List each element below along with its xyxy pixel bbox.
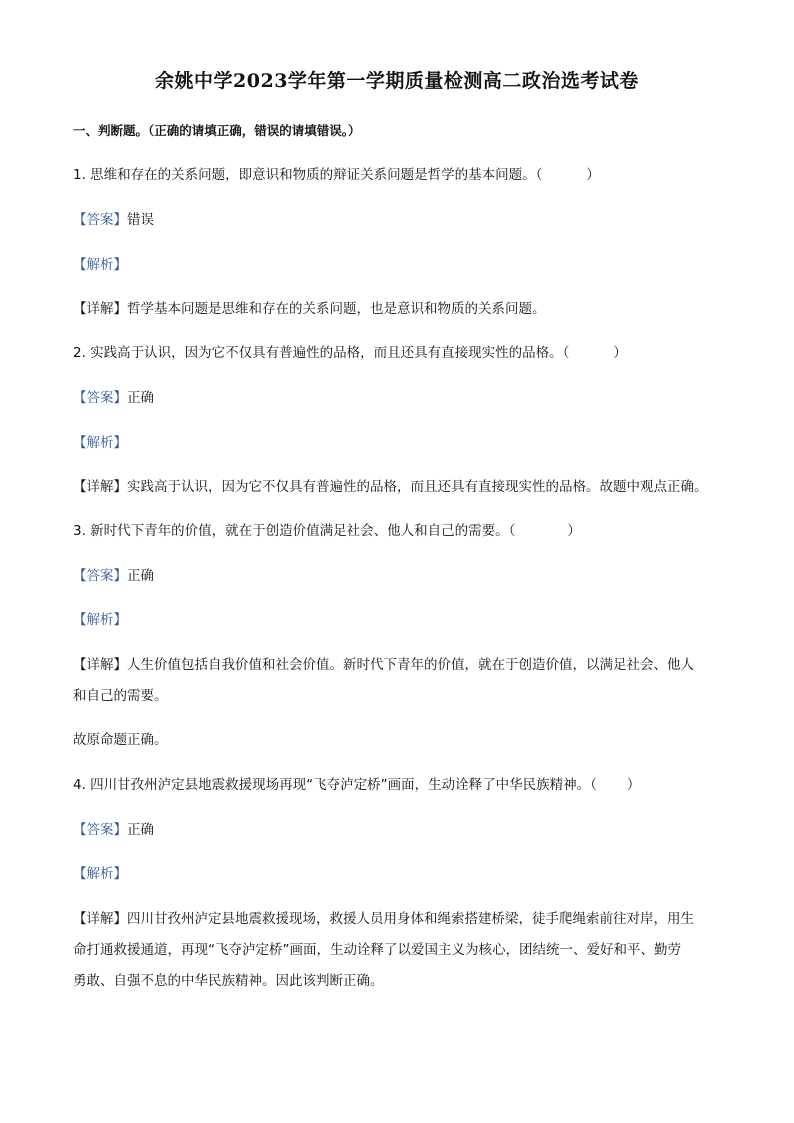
question-4-detail [73,910,694,928]
detail-label: 【详解】 [73,479,127,495]
detail-label: 【详解】 [73,911,127,927]
question-2-paren-close: ） [613,345,627,361]
question-3-detail [73,656,694,674]
analysis-label: 【解析】 [73,435,127,451]
analysis-label: 【解析】 [73,257,127,273]
question-4-stem [73,776,640,794]
answer-value: 正确 [127,822,154,838]
answer-value: 错误 [127,212,154,228]
answer-value: 正确 [127,390,154,406]
question-2-answer [73,389,154,407]
analysis-label: 【解析】 [73,866,127,882]
question-4-detail-cont-1: 命打通救援通道，再现“飞夺泸定桥”画面，生动诠释了以爱国主义为核心，团结统一、爱好和平、勤劳 [73,942,681,958]
question-4-analysis [73,865,127,883]
question-4-text: 4. 四川甘孜州泸定县地震救援现场再现“飞夺泸定桥”画面，生动诠释了中华民族精神。（ [73,777,597,793]
question-1-text: 1. 思维和存在的关系问题，即意识和物质的辩证关系问题是哲学的基本问题。（ [73,167,543,183]
answer-label: 【答案】 [73,568,127,584]
question-1-answer [73,211,154,229]
section-heading: 一、判断题。（正确的请填正确，错误的请填错误。） [73,123,361,138]
question-1-analysis [73,256,127,274]
detail-label: 【详解】 [73,301,127,317]
question-3-detail-cont: 和自己的需要。 [73,688,168,704]
question-3-answer [73,567,154,585]
question-4-paren-close: ） [626,777,641,793]
question-2-stem [73,344,627,362]
question-2-detail [73,478,708,496]
question-2-text: 2. 实践高于认识，因为它不仅具有普遍性的品格，而且还具有直接现实性的品格。（ [73,345,570,361]
answer-label: 【答案】 [73,822,127,838]
detail-text: 四川甘孜州泸定县地震救援现场，救援人员用身体和绳索搭建桥梁，徒手爬绳索前往对岸，用生 [127,911,694,927]
answer-value: 正确 [127,568,154,584]
analysis-label: 【解析】 [73,612,127,628]
question-3-text: 3. 新时代下青年的价值，就在于创造价值满足社会、他人和自己的需要。（ [73,523,516,539]
detail-text: 实践高于认识，因为它不仅具有普遍性的品格，而且还具有直接现实性的品格。故题中观点正确。 [127,479,708,495]
detail-text: 哲学基本问题是思维和存在的关系问题，也是意识和物质的关系问题。 [127,301,546,317]
question-3-conclusion: 故原命题正确。 [73,732,168,748]
question-3-stem [73,522,581,540]
detail-label: 【详解】 [73,657,127,673]
question-1-stem [73,166,600,184]
detail-text: 人生价值包括自我价值和社会价值。新时代下青年的价值，就在于创造价值，以满足社会、他人 [127,657,694,673]
answer-label: 【答案】 [73,390,127,406]
question-4-detail-cont-2: 勇敢、自强不息的中华民族精神。因此该判断正确。 [73,973,384,989]
question-4-answer [73,821,154,839]
question-1-paren-close: ） [586,167,600,183]
question-3-paren-close: ） [567,523,581,539]
question-1-detail [73,300,546,318]
question-2-analysis [73,434,127,452]
exam-title: 余姚中学2023学年第一学期质量检测高二政治选考试卷 [155,70,639,92]
answer-label: 【答案】 [73,212,127,228]
question-3-analysis [73,611,127,629]
